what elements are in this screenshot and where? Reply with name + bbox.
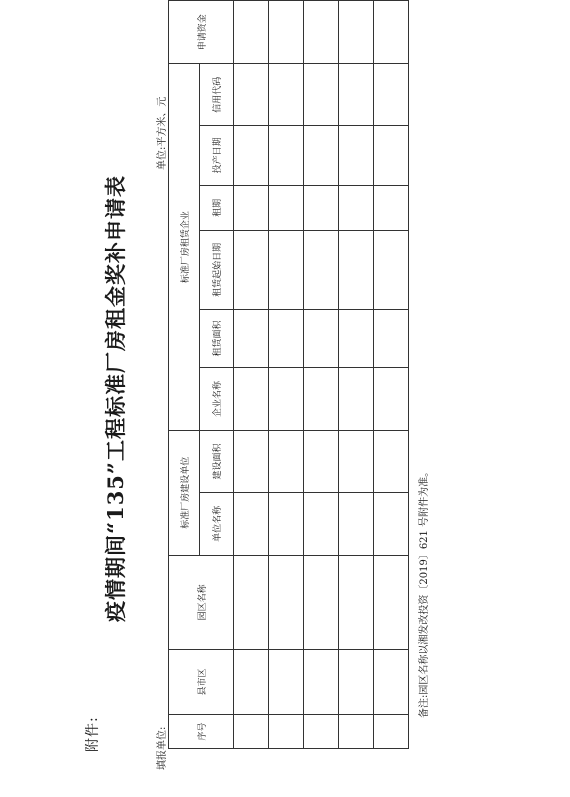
header-lease-area: 租赁面积	[200, 309, 234, 368]
header-funds: 申请资金	[169, 1, 234, 65]
table-row	[374, 1, 409, 749]
table-row	[304, 1, 339, 749]
header-builder-name: 单位名称	[200, 493, 234, 555]
header-seq: 序号	[169, 714, 234, 748]
table-row	[234, 1, 269, 749]
header-credit-code: 信用代码	[200, 64, 234, 126]
footnote: 备注:园区名称以湘发改投资〔2019〕621 号附件为准。	[419, 466, 430, 718]
header-group-tenant: 标准厂房租赁企业	[169, 64, 200, 430]
header-production-date: 投产日期	[200, 126, 234, 186]
header-county: 县市区	[169, 650, 234, 715]
header-build-area: 建设面积	[200, 430, 234, 492]
attachment-label: 附件:	[85, 716, 101, 752]
header-company: 企业名称	[200, 368, 234, 430]
page-title: 疫情期间“135”工程标准厂房租金奖补申请表	[103, 175, 128, 622]
table-row	[339, 1, 374, 749]
application-table	[168, 0, 409, 749]
header-lease-start: 租赁起始日期	[200, 231, 234, 310]
filler-unit-label: 填报单位:	[157, 726, 168, 770]
header-group-builder: 标准厂房建设单位	[169, 430, 200, 555]
header-park: 园区名称	[169, 555, 234, 650]
unit-label: 单位:平方米、元	[157, 96, 168, 170]
header-lease-term: 租期	[200, 185, 234, 230]
table-row	[269, 1, 304, 749]
